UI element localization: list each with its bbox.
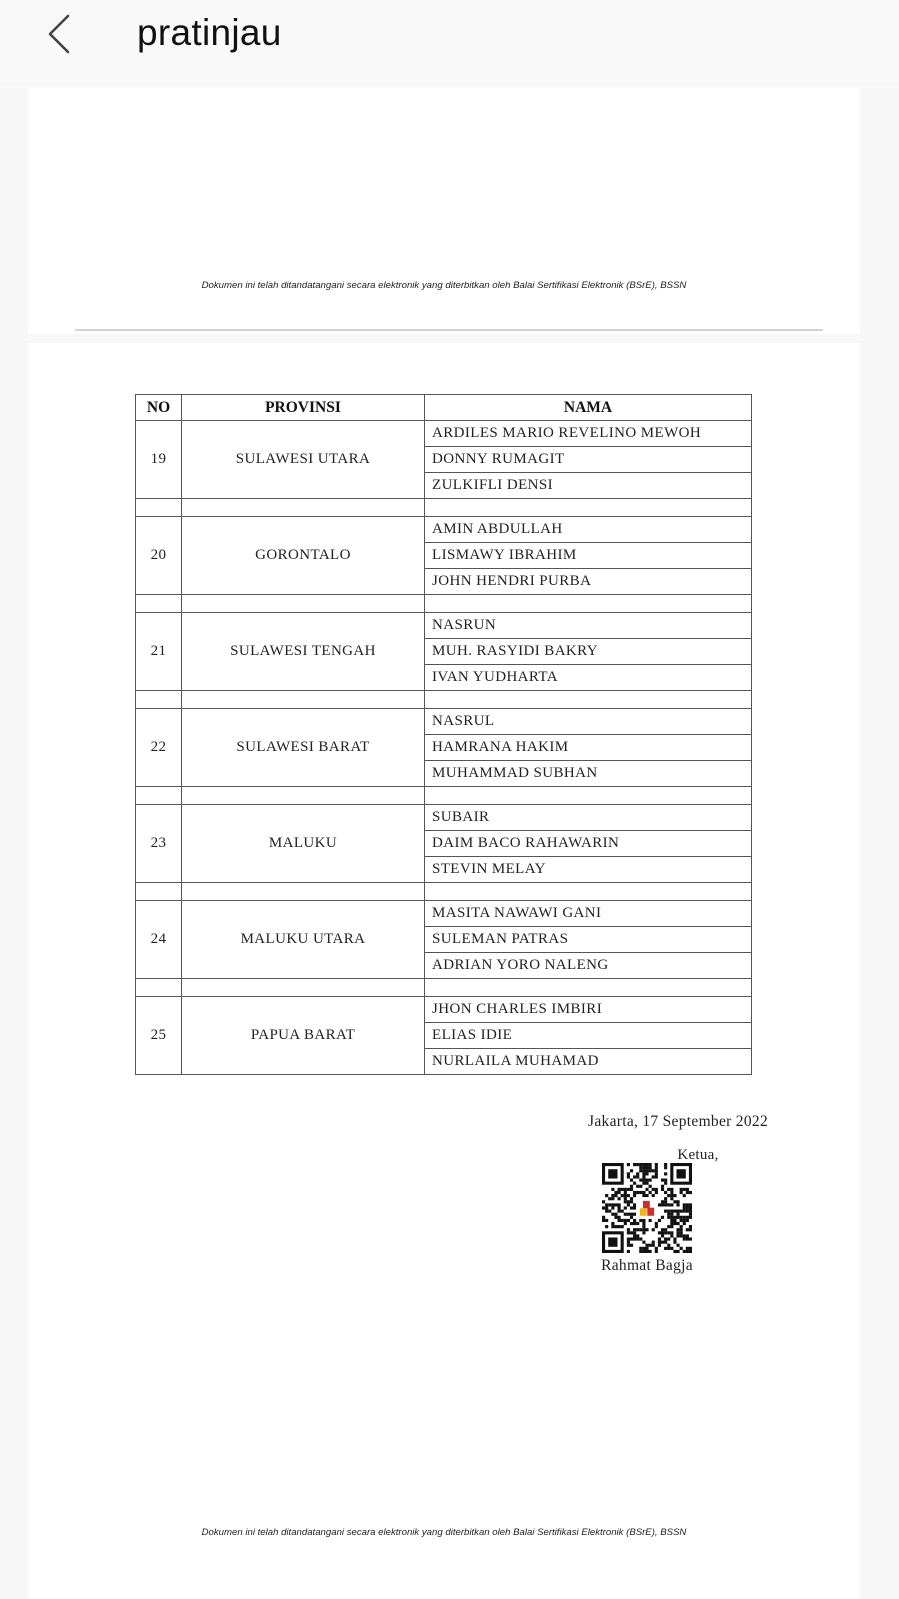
table-body: [136, 421, 752, 1075]
header-provinsi: PROVINSI: [182, 395, 425, 421]
separator-cell: [425, 787, 752, 805]
cell-provinsi: SULAWESI BARAT: [182, 709, 425, 787]
separator-cell: [136, 787, 182, 805]
signature-notice-footer: Dokumen ini telah ditandatangani secara elektronik yang diterbitkan oleh Balai Sertifikasi Elektronik (BSrE), BSSN: [201, 1527, 687, 1538]
cell-nama: ADRIAN YORO NALENG: [425, 953, 752, 979]
cell-nama: SUBAIR: [425, 805, 752, 831]
cell-provinsi: MALUKU: [182, 805, 425, 883]
separator-cell: [136, 595, 182, 613]
cell-no: 25: [136, 997, 182, 1075]
document-page-2[interactable]: [28, 343, 860, 1599]
back-button[interactable]: [38, 12, 82, 56]
cell-nama: NASRUN: [425, 613, 752, 639]
separator-cell: [136, 499, 182, 517]
cell-provinsi: MALUKU UTARA: [182, 901, 425, 979]
header-no: NO: [136, 395, 182, 421]
members-table: [135, 394, 752, 1075]
cell-no: 23: [136, 805, 182, 883]
cell-nama: NASRUL: [425, 709, 752, 735]
cell-provinsi: GORONTALO: [182, 517, 425, 595]
cell-nama: AMIN ABDULLAH: [425, 517, 752, 543]
separator-row: [136, 595, 752, 613]
table-header-row: [136, 395, 752, 421]
table-row: [136, 517, 752, 543]
cell-nama: JOHN HENDRI PURBA: [425, 569, 752, 595]
cell-nama: HAMRANA HAKIM: [425, 735, 752, 761]
table-row: [136, 709, 752, 735]
cell-nama: MUHAMMAD SUBHAN: [425, 761, 752, 787]
page-divider: [75, 329, 823, 331]
separator-cell: [182, 787, 425, 805]
cell-no: 24: [136, 901, 182, 979]
separator-cell: [425, 499, 752, 517]
header-nama: NAMA: [425, 395, 752, 421]
separator-cell: [182, 499, 425, 517]
cell-nama: ELIAS IDIE: [425, 1023, 752, 1049]
separator-cell: [425, 691, 752, 709]
chevron-left-icon: [38, 12, 82, 56]
cell-no: 20: [136, 517, 182, 595]
separator-row: [136, 691, 752, 709]
cell-nama: STEVIN MELAY: [425, 857, 752, 883]
cell-nama: MUH. RASYIDI BAKRY: [425, 639, 752, 665]
document-page-1[interactable]: [28, 88, 860, 334]
cell-nama: ZULKIFLI DENSI: [425, 473, 752, 499]
cell-no: 19: [136, 421, 182, 499]
separator-cell: [182, 883, 425, 901]
page-title: pratinjau: [137, 12, 282, 53]
table-row: [136, 805, 752, 831]
separator-cell: [425, 883, 752, 901]
cell-nama: NURLAILA MUHAMAD: [425, 1049, 752, 1075]
table-row: [136, 901, 752, 927]
cell-no: 22: [136, 709, 182, 787]
top-app-bar: [0, 0, 899, 82]
cell-provinsi: PAPUA BARAT: [182, 997, 425, 1075]
cell-provinsi: SULAWESI TENGAH: [182, 613, 425, 691]
separator-row: [136, 787, 752, 805]
separator-cell: [182, 595, 425, 613]
cell-nama: DAIM BACO RAHAWARIN: [425, 831, 752, 857]
cell-provinsi: SULAWESI UTARA: [182, 421, 425, 499]
separator-cell: [136, 883, 182, 901]
cell-nama: MASITA NAWAWI GANI: [425, 901, 752, 927]
separator-cell: [425, 595, 752, 613]
cell-nama: JHON CHARLES IMBIRI: [425, 997, 752, 1023]
signature-notice: Dokumen ini telah ditandatangani secara elektronik yang diterbitkan oleh Balai Sertifikasi Elektronik (BSrE), BSSN: [201, 280, 687, 291]
separator-cell: [136, 691, 182, 709]
cell-nama: LISMAWY IBRAHIM: [425, 543, 752, 569]
separator-row: [136, 499, 752, 517]
place-date: Jakarta, 17 September 2022: [588, 1113, 768, 1130]
cell-nama: DONNY RUMAGIT: [425, 447, 752, 473]
table-row: [136, 997, 752, 1023]
separator-cell: [182, 691, 425, 709]
qr-code-icon: [602, 1163, 692, 1253]
separator-cell: [136, 979, 182, 997]
table-row: [136, 421, 752, 447]
separator-row: [136, 883, 752, 901]
cell-no: 21: [136, 613, 182, 691]
separator-cell: [425, 979, 752, 997]
cell-nama: IVAN YUDHARTA: [425, 665, 752, 691]
separator-row: [136, 979, 752, 997]
table-row: [136, 613, 752, 639]
cell-nama: SULEMAN PATRAS: [425, 927, 752, 953]
separator-cell: [182, 979, 425, 997]
signer-name: Rahmat Bagja: [601, 1257, 693, 1274]
cell-nama: ARDILES MARIO REVELINO MEWOH: [425, 421, 752, 447]
signer-role: Ketua,: [677, 1147, 719, 1163]
